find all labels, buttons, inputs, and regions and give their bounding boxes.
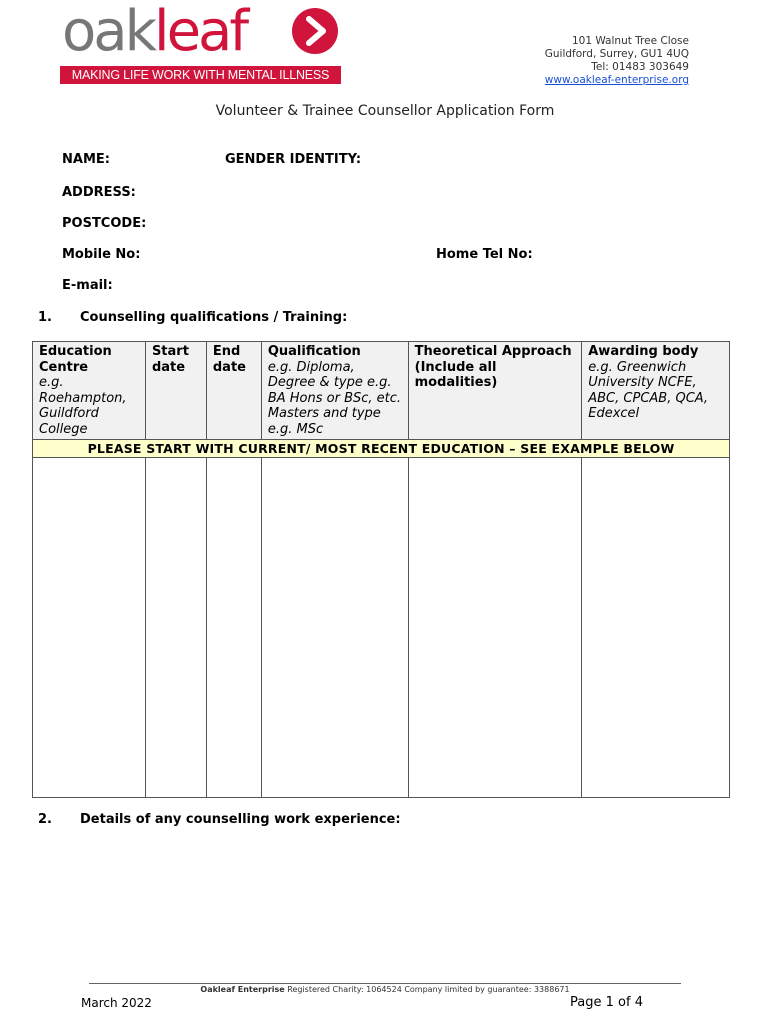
- header-title: End date: [212, 344, 246, 375]
- email-label: E-mail:: [62, 278, 113, 293]
- name-label: NAME:: [62, 152, 110, 167]
- table-row: [33, 458, 730, 798]
- page-number: Page 1 of 4: [570, 995, 643, 1010]
- entry-education-centre-cell[interactable]: [33, 458, 146, 798]
- header-qualification: [261, 342, 408, 440]
- website-link[interactable]: www.oakleaf-enterprise.org: [544, 74, 689, 86]
- header-example: e.g. Greenwich University NCFE, ABC, CPCAB, QCA, Edexcel: [588, 359, 709, 421]
- logo-tagline: MAKING LIFE WORK WITH MENTAL ILLNESS: [60, 66, 341, 84]
- org-address: [545, 35, 689, 87]
- section1-title: Counselling qualifications / Training:: [80, 310, 348, 325]
- section1-number: 1.: [38, 310, 52, 325]
- address-tel: Tel: 01483 303649: [591, 61, 689, 73]
- header-title: Education Centre: [39, 344, 112, 375]
- header-start-date: [145, 342, 206, 440]
- section2-number: 2.: [38, 812, 52, 827]
- banner-row: [33, 440, 730, 458]
- header-awarding-body: [582, 342, 730, 440]
- entry-approach-cell[interactable]: [408, 458, 582, 798]
- footer-org: Oakleaf Enterprise: [200, 985, 285, 994]
- header-title: Qualification: [267, 344, 361, 359]
- header-title: Awarding body: [588, 344, 699, 359]
- header-title: Start date: [151, 344, 189, 375]
- logo-word-part2: leaf: [154, 0, 247, 64]
- footer-date: March 2022: [81, 996, 152, 1010]
- header-end-date: [206, 342, 261, 440]
- gender-label: GENDER IDENTITY:: [225, 152, 362, 167]
- address-line1: 101 Walnut Tree Close: [571, 35, 689, 47]
- address-line2: Guildford, Surrey, GU1 4UQ: [544, 48, 689, 60]
- logo-wordmark: [62, 2, 246, 62]
- form-title: Volunteer & Trainee Counsellor Application Form: [215, 103, 555, 119]
- table-header-row: [33, 342, 730, 440]
- logo-chevron-icon: [292, 8, 338, 54]
- header-example: e.g. Diploma, Degree & type e.g. BA Hons or BSc, etc. Masters and type e.g. MSc: [267, 359, 402, 437]
- footer-divider: [89, 983, 681, 984]
- address-label: ADDRESS:: [62, 185, 136, 200]
- header-education-centre: [33, 342, 146, 440]
- section2-title: Details of any counselling work experience:: [80, 812, 401, 827]
- header-title: Theoretical Approach (Include all modalities): [414, 344, 572, 390]
- entry-start-date-cell[interactable]: [145, 458, 206, 798]
- qualifications-table: [32, 341, 730, 798]
- postcode-label: POSTCODE:: [62, 216, 147, 231]
- footer-reg: Registered Charity: 1064524 Company limited by guarantee: 3388671: [287, 985, 570, 994]
- entry-qualification-cell[interactable]: [261, 458, 408, 798]
- footer-registration: [0, 985, 770, 994]
- home-tel-label: Home Tel No:: [436, 247, 533, 262]
- header-theoretical-approach: [408, 342, 582, 440]
- mobile-label: Mobile No:: [62, 247, 141, 262]
- header-example: e.g. Roehampton, Guildford College: [39, 375, 127, 437]
- entry-awarding-body-cell[interactable]: [582, 458, 730, 798]
- entry-end-date-cell[interactable]: [206, 458, 261, 798]
- instruction-banner: PLEASE START WITH CURRENT/ MOST RECENT EDUCATION – SEE EXAMPLE BELOW: [33, 440, 730, 458]
- logo-word-part1: oak: [62, 0, 155, 64]
